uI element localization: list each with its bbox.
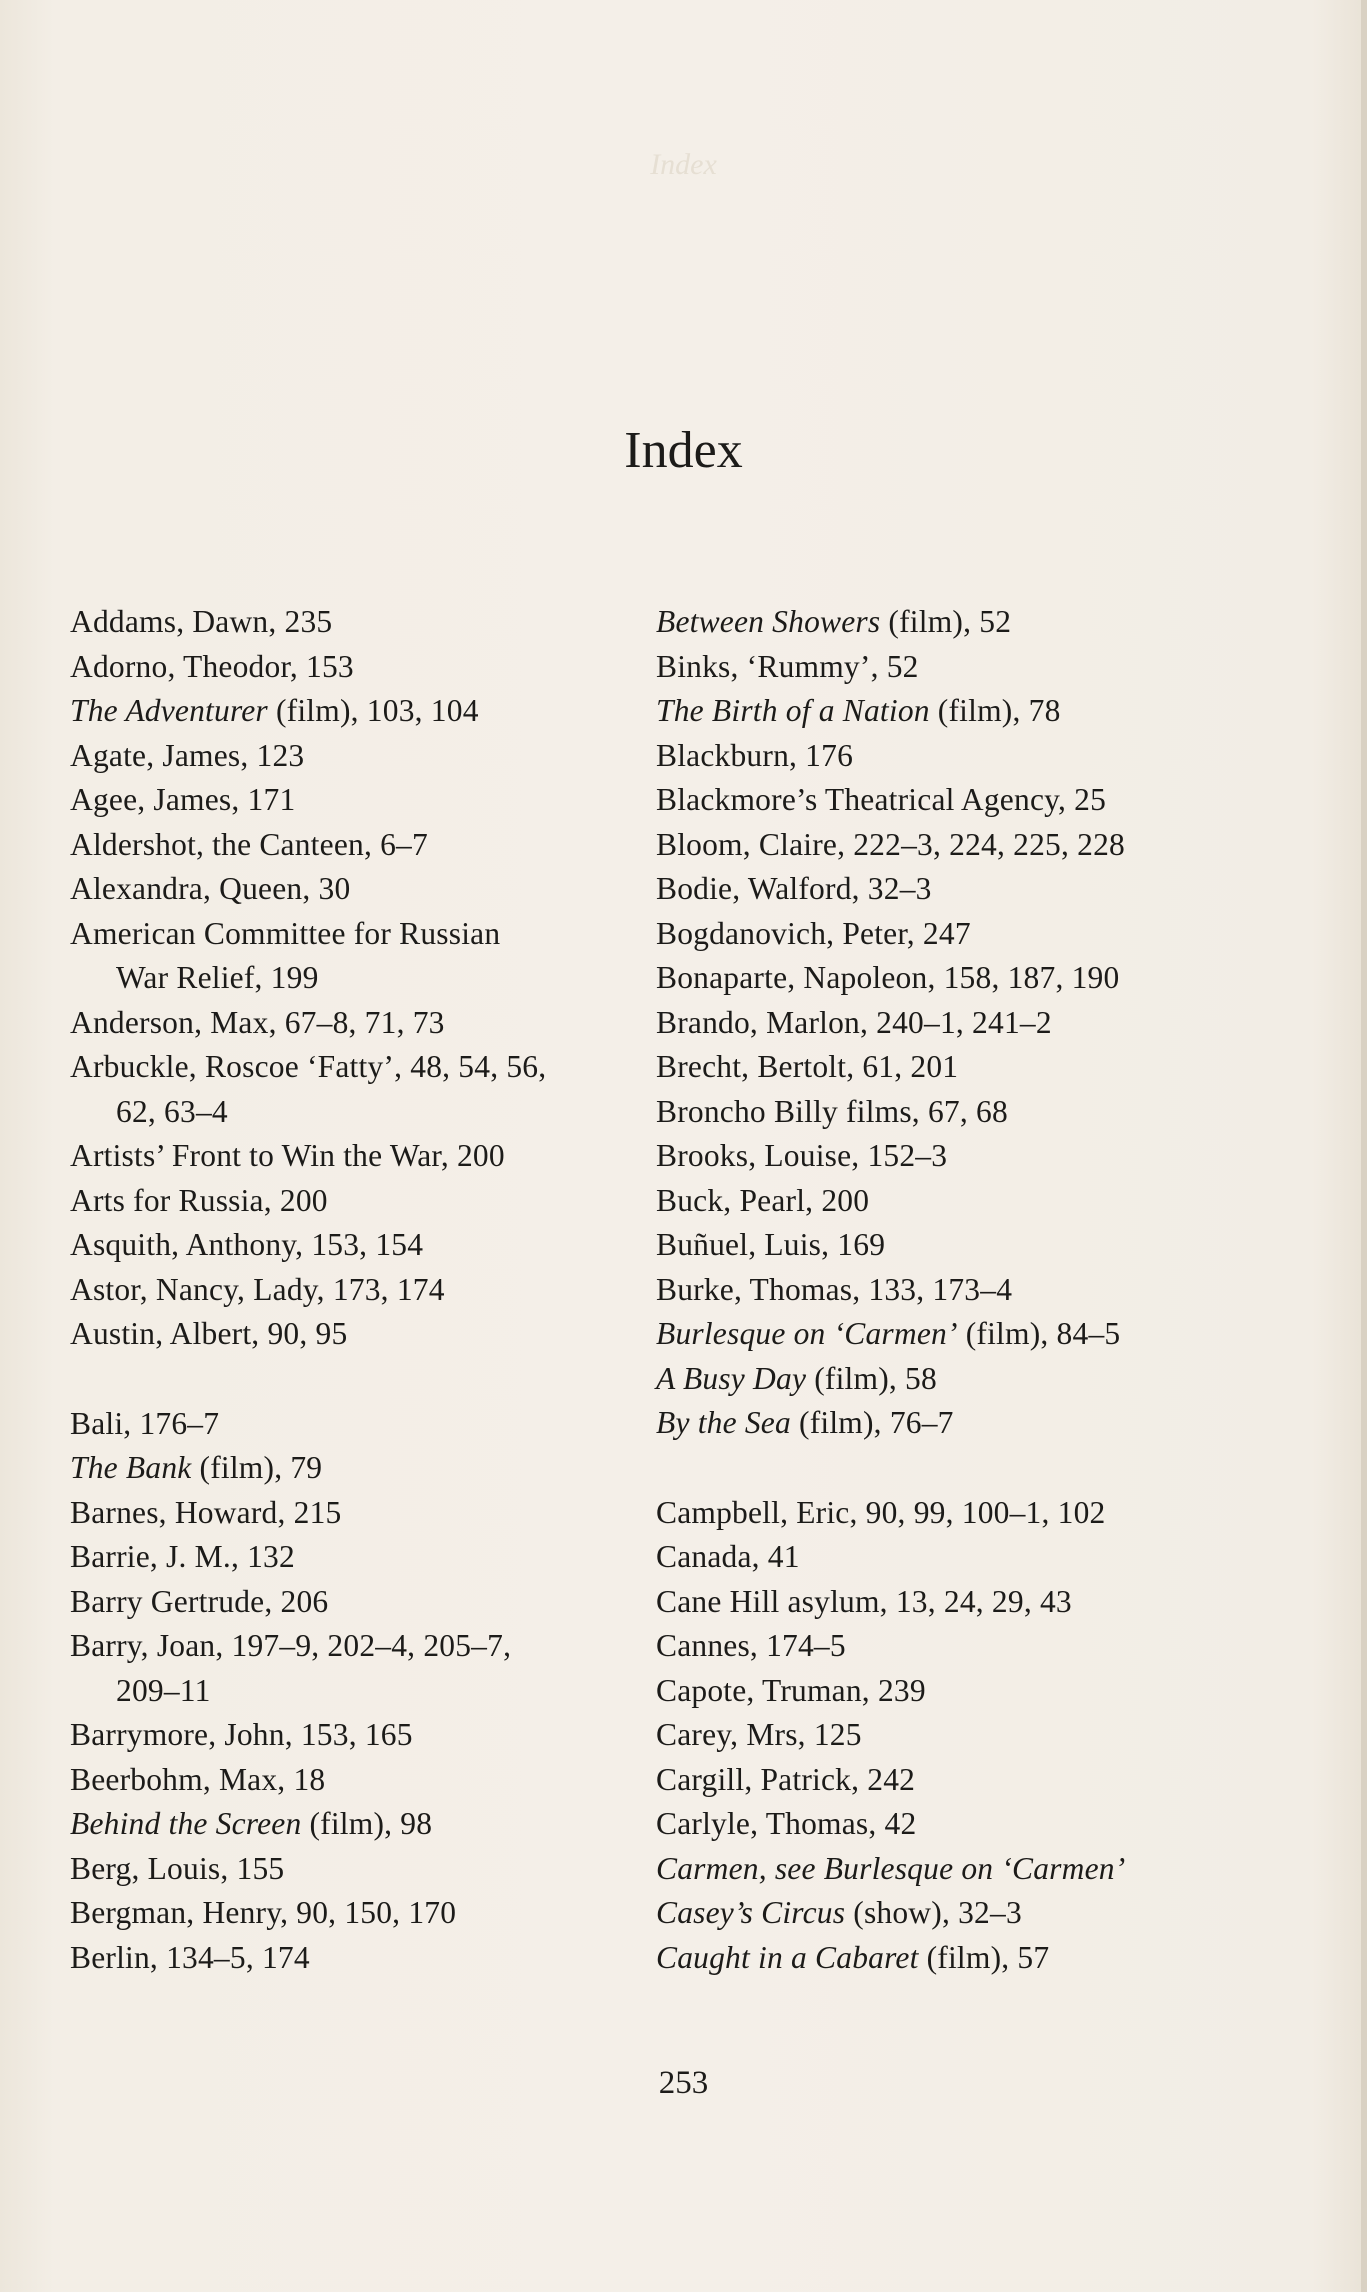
page-edge — [1361, 0, 1367, 2292]
index-entry-text: Barry Gertrude, 206 — [70, 1583, 329, 1619]
index-entry — [70, 1580, 670, 1625]
index-entry-text: Addams, Dawn, 235 — [70, 604, 333, 639]
index-entry-text: (film), 57 — [918, 1939, 1050, 1975]
letter-group-gap — [656, 1446, 1296, 1491]
index-entry-title: Behind the Screen — [70, 1806, 302, 1841]
index-entry — [656, 734, 1296, 779]
page-number: 253 — [658, 2065, 709, 2101]
index-entry — [656, 956, 1296, 1001]
index-entry-text: Blackburn, 176 — [656, 737, 854, 773]
index-entry — [656, 600, 1296, 645]
index-entry-continuation: 62, 63–4 — [116, 1093, 228, 1129]
index-entry-text: Arbuckle, Roscoe ‘Fatty’, 48, 54, 56, — [70, 1049, 547, 1084]
index-entry — [70, 600, 670, 645]
index-entry — [656, 1624, 1296, 1669]
index-entry-text: Buck, Pearl, 200 — [656, 1182, 870, 1218]
index-entry-text: Carey, Mrs, 125 — [656, 1717, 862, 1752]
letter-group-gap — [70, 1357, 670, 1402]
index-entry — [656, 778, 1296, 823]
index-entry-text: Bloom, Claire, 222–3, 224, 225, 228 — [656, 826, 1125, 862]
index-entry-text: (film), 52 — [880, 604, 1012, 639]
index-entry-text: Barrie, J. M., 132 — [70, 1539, 295, 1574]
index-entry-text: Brooks, Louise, 152–3 — [656, 1138, 948, 1173]
index-entry — [70, 645, 670, 690]
index-entry — [656, 867, 1296, 912]
index-entry — [656, 1847, 1296, 1892]
index-entry — [656, 1357, 1296, 1402]
index-entry-text: (film), 84–5 — [957, 1316, 1121, 1351]
index-entry-title: Between Showers — [656, 604, 881, 639]
page-title: Index — [624, 422, 743, 479]
index-entry — [656, 1580, 1296, 1625]
index-entry-text: Adorno, Theodor, 153 — [70, 648, 354, 684]
index-entry-title: Casey’s Circus — [656, 1895, 846, 1930]
index-entry-text: Arts for Russia, 200 — [70, 1182, 328, 1218]
index-entry-text: Barnes, Howard, 215 — [70, 1494, 342, 1530]
index-entry — [70, 1535, 670, 1580]
index-entry-text: Agee, James, 171 — [70, 782, 296, 817]
index-entry-text: Bali, 176–7 — [70, 1405, 220, 1441]
index-entry — [656, 689, 1296, 734]
index-entry — [656, 1223, 1296, 1268]
index-entry-text: Astor, Nancy, Lady, 173, 174 — [70, 1271, 445, 1307]
index-entry — [656, 1491, 1296, 1536]
index-entry-text: (film), 58 — [806, 1360, 937, 1396]
index-entry — [656, 1802, 1296, 1847]
index-entry — [656, 1268, 1296, 1313]
index-entry-text: Brecht, Bertolt, 61, 201 — [656, 1049, 959, 1084]
index-entry-text: Agate, James, 123 — [70, 737, 305, 773]
index-entry-text: (film), 103, 104 — [267, 693, 479, 728]
index-column-left — [70, 600, 670, 1980]
index-entry — [70, 1402, 670, 1447]
index-entry-text: Anderson, Max, 67–8, 71, 73 — [70, 1004, 445, 1040]
index-entry-title: Caught in a Cabaret — [656, 1939, 919, 1975]
index-entry — [70, 689, 670, 734]
index-entry — [70, 1936, 670, 1981]
index-entry — [656, 823, 1296, 868]
index-entry-text: Beerbohm, Max, 18 — [70, 1761, 326, 1797]
index-entry — [656, 1134, 1296, 1179]
index-entry-text: Bodie, Walford, 32–3 — [656, 871, 932, 906]
index-entry-text: Bogdanovich, Peter, 247 — [656, 915, 971, 951]
index-entry-text: Brando, Marlon, 240–1, 241–2 — [656, 1004, 1052, 1040]
index-entry — [70, 1802, 670, 1847]
index-entry-title: Burlesque on ‘Carmen’ — [656, 1316, 958, 1351]
index-entry-title: Carmen, see Burlesque on ‘Carmen’ — [656, 1850, 1126, 1886]
index-entry — [656, 1090, 1296, 1135]
index-entry-text: Berlin, 134–5, 174 — [70, 1939, 310, 1975]
index-entry — [656, 1535, 1296, 1580]
index-entry — [70, 867, 670, 912]
index-entry — [656, 1401, 1296, 1446]
index-entry-text: Capote, Truman, 239 — [656, 1672, 926, 1708]
index-entry — [70, 1446, 670, 1491]
index-entry-continuation: 209–11 — [116, 1672, 211, 1708]
index-entry-title: The Bank — [70, 1450, 192, 1485]
index-entry — [70, 1847, 670, 1892]
index-entry — [656, 1669, 1296, 1714]
index-entry — [70, 1624, 670, 1713]
index-entry — [70, 1001, 670, 1046]
index-entry — [656, 1758, 1296, 1803]
index-entry-title: A Busy Day — [656, 1360, 807, 1396]
index-entry-title: The Birth of a Nation — [656, 693, 930, 728]
index-entry — [70, 778, 670, 823]
index-entry-text: Buñuel, Luis, 169 — [656, 1227, 886, 1262]
index-entry-text: Cargill, Patrick, 242 — [656, 1761, 916, 1797]
index-entry — [656, 1179, 1296, 1224]
index-entry — [656, 1312, 1296, 1357]
index-entry-text: Canada, 41 — [656, 1539, 800, 1574]
index-entry-text: Bergman, Henry, 90, 150, 170 — [70, 1895, 457, 1930]
index-entry-text: Austin, Albert, 90, 95 — [70, 1316, 348, 1351]
index-entry-continuation: War Relief, 199 — [116, 960, 319, 995]
index-entry-title: The Adventurer — [70, 693, 268, 728]
index-entry-text: Alexandra, Queen, 30 — [70, 871, 351, 906]
index-entry — [656, 1936, 1296, 1981]
index-entry — [70, 823, 670, 868]
index-entry — [656, 1891, 1296, 1936]
index-entry-text: Broncho Billy films, 67, 68 — [656, 1093, 1008, 1129]
index-entry-text: (film), 98 — [301, 1806, 433, 1841]
index-entry — [656, 645, 1296, 690]
index-entry-text: Cane Hill asylum, 13, 24, 29, 43 — [656, 1583, 1072, 1619]
index-entry-text: Aldershot, the Canteen, 6–7 — [70, 826, 428, 862]
index-entry — [70, 1134, 670, 1179]
index-entry-text: Carlyle, Thomas, 42 — [656, 1806, 917, 1841]
index-entry-text: Berg, Louis, 155 — [70, 1850, 285, 1886]
index-entry-text: (film), 76–7 — [790, 1405, 954, 1440]
index-entry-text: Bonaparte, Napoleon, 158, 187, 190 — [656, 960, 1120, 995]
index-entry-text: (film), 79 — [191, 1450, 323, 1485]
index-entry-text: Barrymore, John, 153, 165 — [70, 1717, 413, 1752]
index-entry-text: Campbell, Eric, 90, 99, 100–1, 102 — [656, 1494, 1106, 1530]
index-entry-text: (show), 32–3 — [845, 1895, 1022, 1930]
index-entry-text: Cannes, 174–5 — [656, 1628, 846, 1663]
index-entry — [70, 1268, 670, 1313]
index-entry-text: Artists’ Front to Win the War, 200 — [70, 1138, 505, 1173]
index-entry — [70, 1758, 670, 1803]
index-entry-text: American Committee for Russian — [70, 915, 501, 951]
index-entry — [70, 1891, 670, 1936]
index-entry-title: By the Sea — [656, 1405, 791, 1440]
index-entry-text: Burke, Thomas, 133, 173–4 — [656, 1271, 1013, 1307]
index-entry — [70, 734, 670, 779]
index-entry — [70, 1223, 670, 1268]
index-entry — [656, 1045, 1296, 1090]
index-entry-text: (film), 78 — [929, 693, 1061, 728]
index-entry — [70, 912, 670, 1001]
index-entry — [656, 1001, 1296, 1046]
index-entry-text: Binks, ‘Rummy’, 52 — [656, 648, 919, 684]
index-entry — [70, 1312, 670, 1357]
running-head: Index — [650, 148, 717, 181]
index-column-right — [656, 600, 1296, 1980]
index-entry-text: Asquith, Anthony, 153, 154 — [70, 1227, 424, 1262]
index-entry — [656, 912, 1296, 957]
index-entry — [70, 1179, 670, 1224]
index-entry — [70, 1491, 670, 1536]
index-entry-text: Blackmore’s Theatrical Agency, 25 — [656, 782, 1107, 817]
index-entry — [70, 1713, 670, 1758]
index-entry — [656, 1713, 1296, 1758]
index-entry-text: Barry, Joan, 197–9, 202–4, 205–7, — [70, 1628, 512, 1663]
index-entry — [70, 1045, 670, 1134]
